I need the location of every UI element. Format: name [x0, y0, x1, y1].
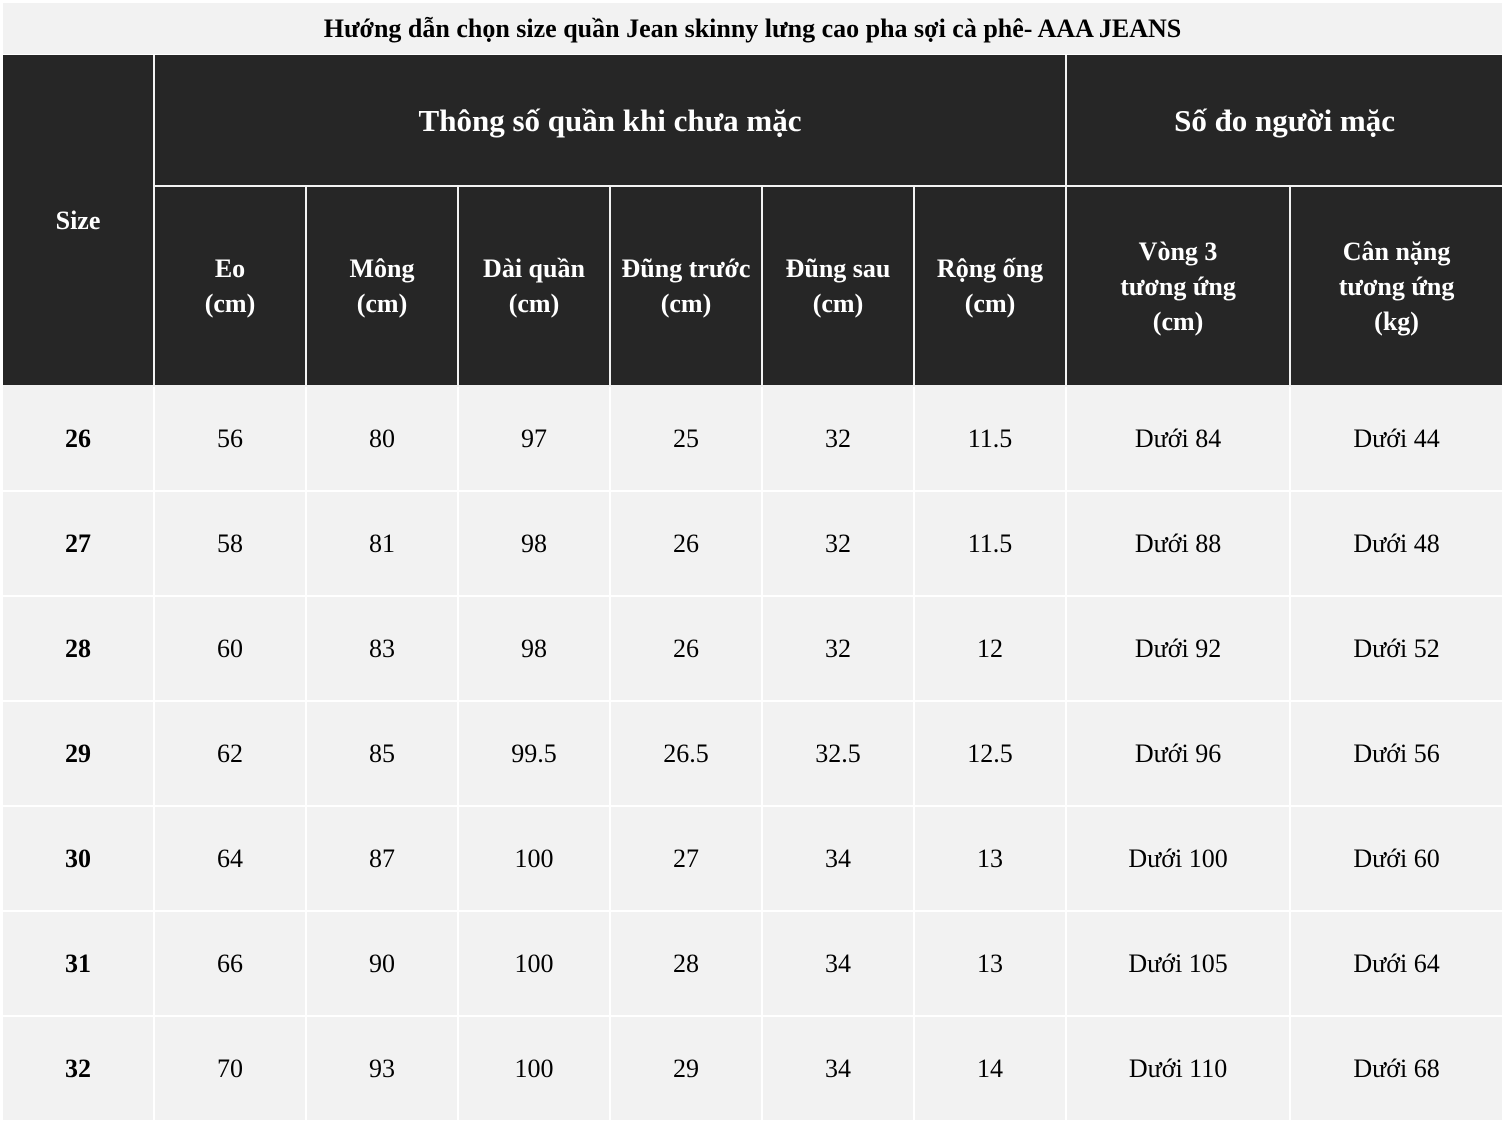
table-row	[3, 1017, 1502, 1122]
table-cell: 60	[155, 597, 307, 702]
table-cell: 26	[611, 492, 763, 597]
table-cell: 97	[459, 387, 611, 492]
garment-spec-header: Thông số quần khi chưa mặc	[155, 55, 1067, 187]
size-table	[3, 55, 1502, 1122]
page-title: Hướng dẫn chọn size quần Jean skinny lưng cao pha sợi cà phê- AAA JEANS	[3, 3, 1502, 54]
table-cell: Dưới 105	[1067, 912, 1291, 1017]
table-cell: Dưới 68	[1291, 1017, 1502, 1122]
table-cell: 12.5	[915, 702, 1067, 807]
table-cell: Dưới 96	[1067, 702, 1291, 807]
table-cell: Dưới 100	[1067, 807, 1291, 912]
table-cell: 100	[459, 1017, 611, 1122]
table-cell: 25	[611, 387, 763, 492]
table-cell: Dưới 88	[1067, 492, 1291, 597]
table-row	[3, 912, 1502, 1017]
table-cell: 100	[459, 807, 611, 912]
table-cell: 100	[459, 912, 611, 1017]
table-cell: 14	[915, 1017, 1067, 1122]
table-cell: 26	[611, 597, 763, 702]
size-cell: 31	[3, 912, 155, 1017]
table-cell: 70	[155, 1017, 307, 1122]
table-row	[3, 387, 1502, 492]
table-cell: Dưới 52	[1291, 597, 1502, 702]
table-cell: Dưới 64	[1291, 912, 1502, 1017]
col-header-hip-measure: Vòng 3 tương ứng (cm)	[1067, 187, 1291, 387]
table-cell: 98	[459, 492, 611, 597]
size-cell: 30	[3, 807, 155, 912]
table-row	[3, 597, 1502, 702]
col-header-length: Dài quần (cm)	[459, 187, 611, 387]
table-cell: 13	[915, 912, 1067, 1017]
table-cell: 32	[763, 387, 915, 492]
table-cell: 29	[611, 1017, 763, 1122]
col-header-front-rise: Đũng trước (cm)	[611, 187, 763, 387]
table-cell: Dưới 48	[1291, 492, 1502, 597]
col-header-hip: Mông (cm)	[307, 187, 459, 387]
table-cell: 32	[763, 597, 915, 702]
table-cell: 85	[307, 702, 459, 807]
table-cell: 34	[763, 1017, 915, 1122]
table-cell: 13	[915, 807, 1067, 912]
table-cell: 34	[763, 912, 915, 1017]
table-cell: Dưới 44	[1291, 387, 1502, 492]
size-cell: 29	[3, 702, 155, 807]
table-cell: 27	[611, 807, 763, 912]
table-cell: 58	[155, 492, 307, 597]
table-cell: 98	[459, 597, 611, 702]
table-row	[3, 702, 1502, 807]
table-cell: 64	[155, 807, 307, 912]
size-cell: 26	[3, 387, 155, 492]
table-cell: 28	[611, 912, 763, 1017]
table-cell: Dưới 60	[1291, 807, 1502, 912]
table-cell: Dưới 56	[1291, 702, 1502, 807]
table-cell: 34	[763, 807, 915, 912]
table-cell: 11.5	[915, 492, 1067, 597]
table-cell: 83	[307, 597, 459, 702]
wearer-measure-header: Số đo người mặc	[1067, 55, 1502, 187]
table-cell: Dưới 84	[1067, 387, 1291, 492]
size-cell: 28	[3, 597, 155, 702]
table-cell: 66	[155, 912, 307, 1017]
col-header-waist: Eo (cm)	[155, 187, 307, 387]
table-cell: 12	[915, 597, 1067, 702]
size-header: Size	[3, 55, 155, 387]
col-header-weight: Cân nặng tương ứng (kg)	[1291, 187, 1502, 387]
table-cell: 62	[155, 702, 307, 807]
table-cell: Dưới 110	[1067, 1017, 1291, 1122]
table-cell: 56	[155, 387, 307, 492]
table-row	[3, 492, 1502, 597]
table-row	[3, 807, 1502, 912]
size-cell: 32	[3, 1017, 155, 1122]
table-cell: 90	[307, 912, 459, 1017]
table-cell: 11.5	[915, 387, 1067, 492]
table-cell: 81	[307, 492, 459, 597]
table-cell: 32.5	[763, 702, 915, 807]
table-cell: 87	[307, 807, 459, 912]
table-cell: Dưới 92	[1067, 597, 1291, 702]
size-cell: 27	[3, 492, 155, 597]
col-header-leg-opening: Rộng ống (cm)	[915, 187, 1067, 387]
col-header-back-rise: Đũng sau (cm)	[763, 187, 915, 387]
table-cell: 80	[307, 387, 459, 492]
table-cell: 99.5	[459, 702, 611, 807]
table-cell: 93	[307, 1017, 459, 1122]
table-cell: 26.5	[611, 702, 763, 807]
table-cell: 32	[763, 492, 915, 597]
